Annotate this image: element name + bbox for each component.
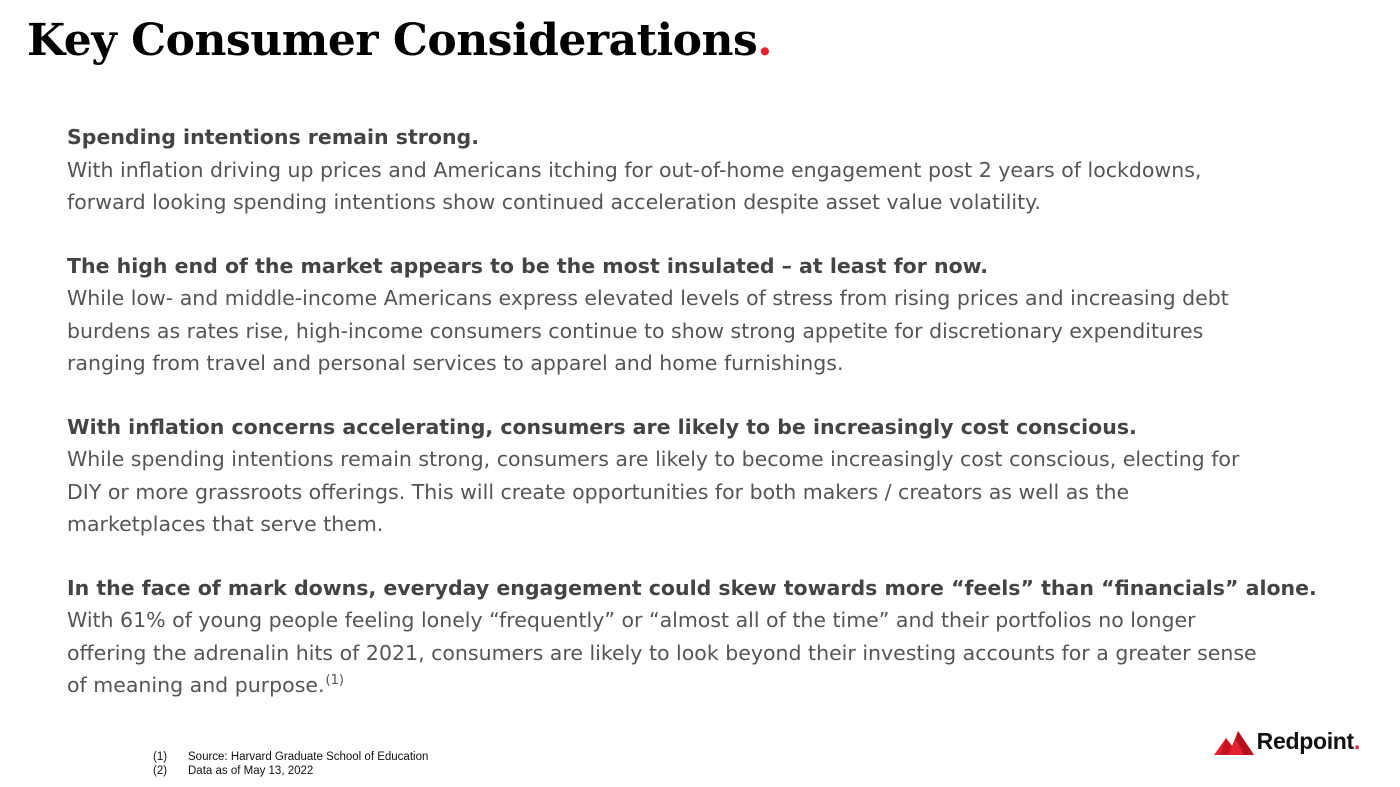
body-line: With inflation driving up prices and Americans itching for out-of-home engagement post 2 years of lockdowns, [67,157,1202,182]
footnote-text: Data as of May 13, 2022 [188,765,314,777]
footnote-item [153,764,428,778]
content-body [67,121,1357,702]
section-feels-vs-financials [67,572,1357,702]
body-line: marketplaces that serve them. [67,512,384,536]
footnote-item [153,750,428,764]
logo-wordmark [1257,728,1360,755]
logo-name: Redpoint [1256,728,1354,754]
body-line: While spending intentions remain strong, consumers are likely to become increasingly cost conscious, electing for [67,447,1240,471]
section-body [67,443,1357,541]
section-body [67,154,1357,219]
section-body [67,604,1357,702]
page-title [27,10,772,72]
footnote-number: (2) [153,765,168,777]
title-text: Key Consumer Considerations [27,15,758,66]
body-line: While low- and middle-income Americans express elevated levels of stress from rising prices and increasing debt [67,286,1229,310]
section-high-end-market [67,250,1357,380]
section-heading: In the face of mark downs, everyday engagement could skew towards more “feels” than “financials” alone. [67,575,1317,600]
body-line: ranging from travel and personal services to apparel and home furnishings. [67,351,844,375]
footnotes [153,750,428,778]
footnote-reference: (1) [325,673,344,688]
logo-dot: . [1353,728,1360,754]
redpoint-logo [1214,728,1360,755]
body-line: offering the adrenalin hits of 2021, consumers are likely to look beyond their investing accounts for a greater sense [67,640,1257,665]
section-heading: Spending intentions remain strong. [67,125,480,149]
body-line-last [67,669,1357,702]
mountain-peaks-icon [1214,729,1254,755]
section-cost-conscious [67,411,1357,541]
body-line: burdens as rates rise, high-income consumers continue to show strong appetite for discretionary expenditures [67,318,1204,343]
section-heading: With inflation concerns accelerating, consumers are likely to be increasingly cost conscious. [67,414,1137,439]
section-body [67,282,1357,380]
section-heading: The high end of the market appears to be the most insulated – at least for now. [67,253,989,278]
body-line: forward looking spending intentions show continued acceleration despite asset value volatility. [67,190,1041,214]
footnote-text: Source: Harvard Graduate School of Education [188,751,429,763]
body-line-text: of meaning and purpose. [67,673,325,697]
title-dot: . [757,15,773,66]
section-spending-intentions [67,121,1357,219]
body-line: With 61% of young people feeling lonely “frequently” or “almost all of the time” and their portfolios no longer [67,608,1196,632]
body-line: DIY or more grassroots offerings. This will create opportunities for both makers / creators as well as the [67,479,1130,504]
footnote-number: (1) [153,751,168,763]
